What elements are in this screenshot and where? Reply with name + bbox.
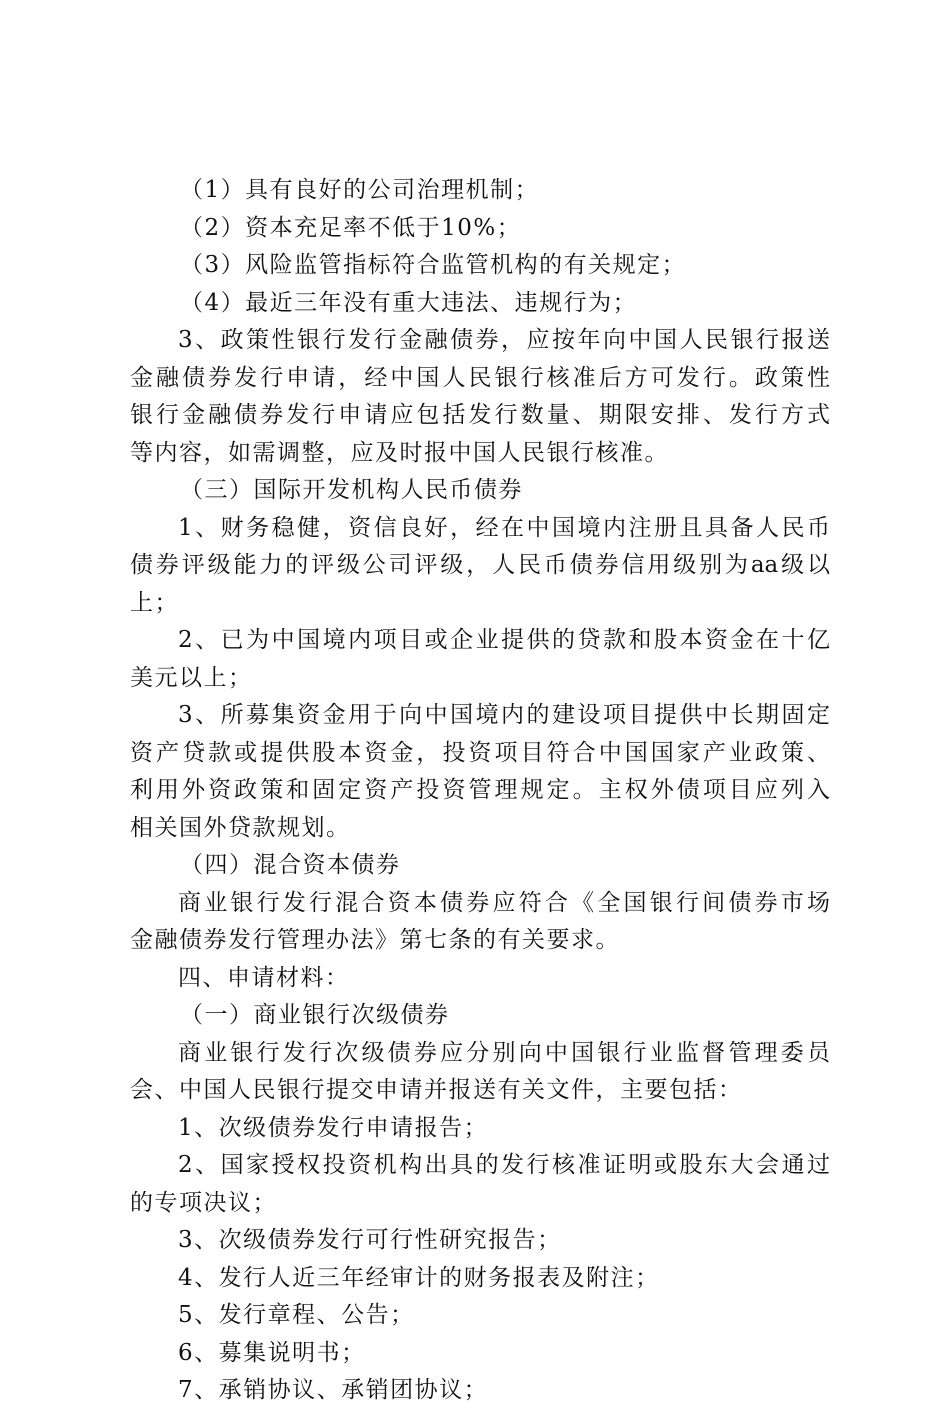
paragraph-line: 美元以上； [130, 664, 253, 691]
list-item: 5、发行章程、公告； [178, 1302, 415, 1328]
paragraph-line: 3、所募集资金用于向中国境内的建设项目提供中长期固定 [178, 702, 830, 728]
paragraph-line: 债券评级能力的评级公司评级，人民币债券信用级别为aa级以 [130, 552, 830, 578]
section-heading: （一）商业银行次级债券 [180, 1002, 450, 1028]
paragraph-line: 2、已为中国境内项目或企业提供的贷款和股本资金在十亿 [178, 627, 830, 653]
list-item: （3）风险监管指标符合监管机构的有关规定； [180, 252, 687, 278]
section-heading: 四、申请材料： [178, 964, 350, 991]
list-item: （1）具有良好的公司治理机制； [180, 177, 540, 203]
list-item: 6、募集说明书； [178, 1339, 366, 1366]
paragraph-line: 3、政策性银行发行金融债券，应按年向中国人民银行报送 [178, 327, 830, 353]
paragraph-line: 银行金融债券发行申请应包括发行数量、期限安排、发行方式 [130, 402, 830, 428]
list-item: 2、国家授权投资机构出具的发行核准证明或股东大会通过 [178, 1152, 830, 1178]
list-item: （2）资本充足率不低于10%； [180, 214, 522, 241]
paragraph-line: 相关国外贷款规划。 [130, 814, 351, 841]
paragraph-line: 金融债券发行申请，经中国人民银行核准后方可发行。政策性 [130, 364, 830, 391]
list-item: 7、承销协议、承销团协议； [178, 1377, 489, 1403]
paragraph-line: 金融债券发行管理办法》第七条的有关要求。 [130, 927, 620, 953]
paragraph-line: 商业银行发行次级债券应分别向中国银行业监督管理委员 [178, 1039, 830, 1066]
list-item: 3、次级债券发行可行性研究报告； [178, 1227, 562, 1253]
paragraph-line: 1、财务稳健，资信良好，经在中国境内注册且具备人民币 [178, 514, 830, 541]
paragraph-line: 商业银行发行混合资本债券应符合《全国银行间债券市场 [178, 889, 830, 916]
section-heading: （三）国际开发机构人民币债券 [180, 477, 523, 503]
paragraph-line: 利用外资政策和固定资产投资管理规定。主权外债项目应列入 [130, 777, 830, 803]
section-heading: （四）混合资本债券 [180, 852, 401, 878]
list-item: 4、发行人近三年经审计的财务报表及附注； [178, 1264, 660, 1291]
paragraph-line: 等内容，如需调整，应及时报中国人民银行核准。 [130, 439, 669, 466]
list-item: （4）最近三年没有重大违法、违规行为； [180, 289, 638, 316]
document-body [130, 172, 830, 1410]
paragraph-line: 上； [130, 589, 179, 616]
list-item: 1、次级债券发行申请报告； [178, 1114, 489, 1141]
paragraph-line: 会、中国人民银行提交申请并报送有关文件，主要包括： [130, 1077, 743, 1103]
paragraph-line: 资产贷款或提供股本资金，投资项目符合中国国家产业政策、 [130, 739, 830, 766]
paragraph-line: 的专项决议； [130, 1189, 277, 1216]
